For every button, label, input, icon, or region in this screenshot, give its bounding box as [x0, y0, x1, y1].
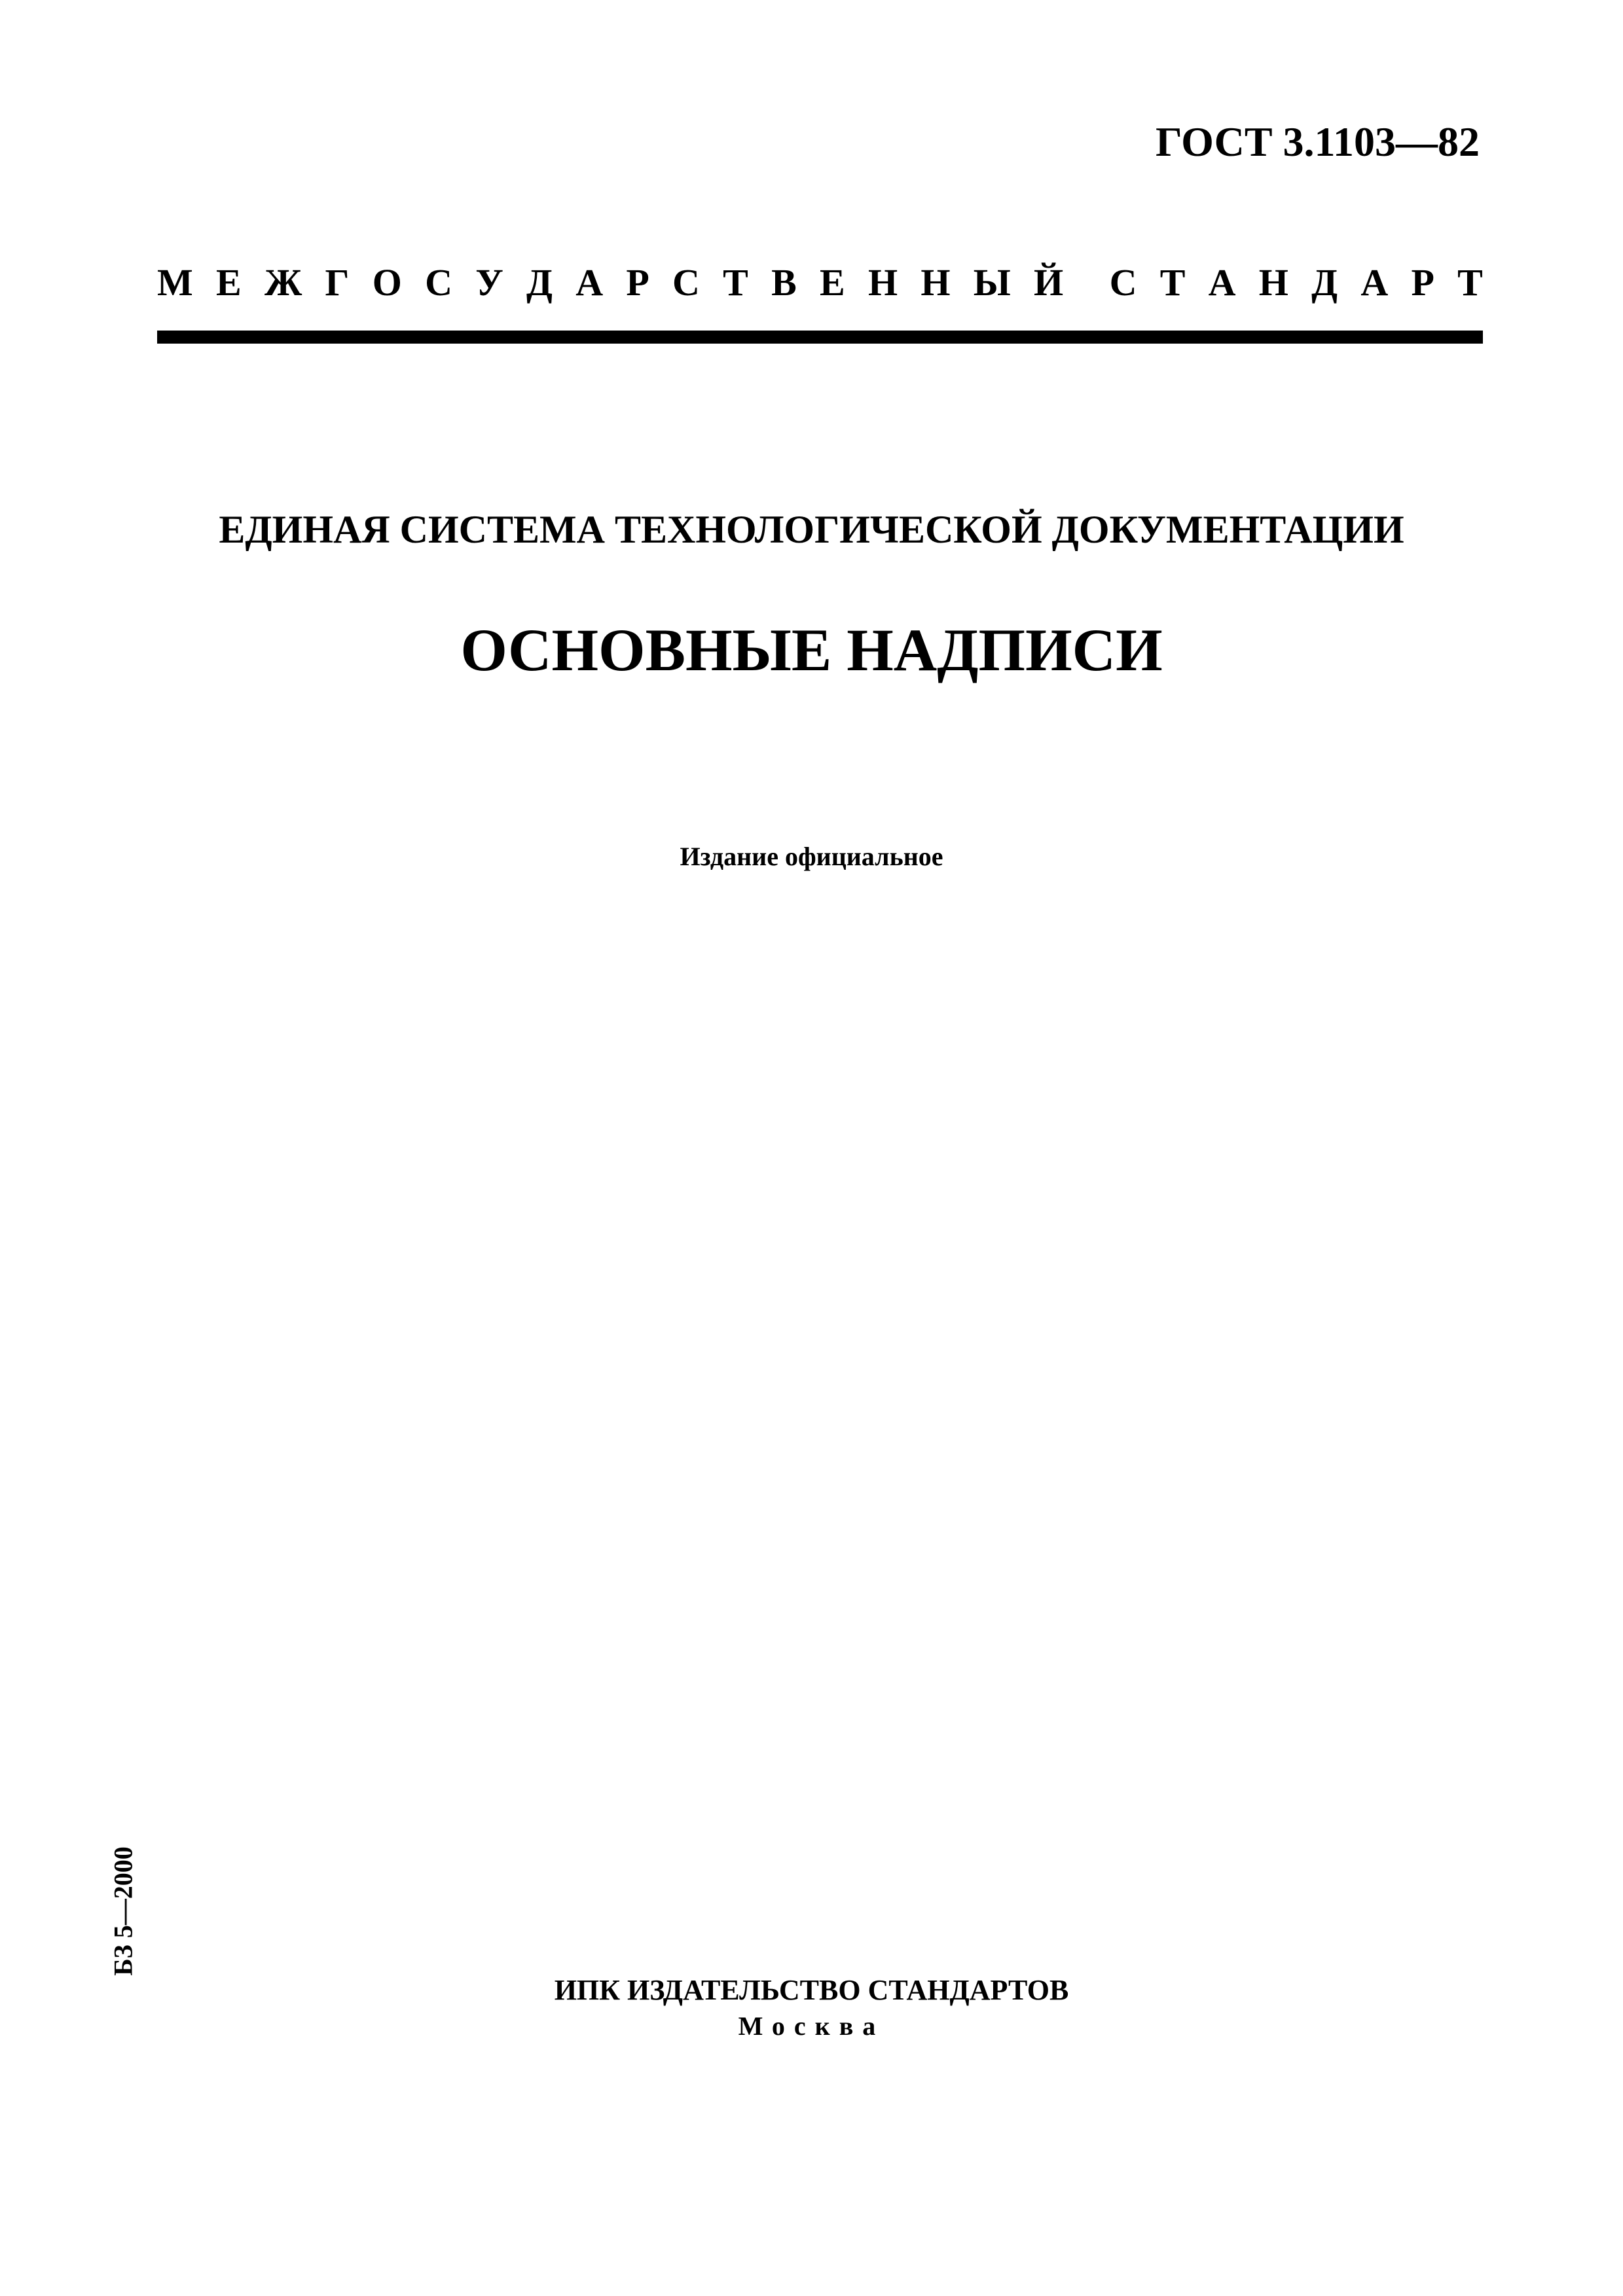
publisher-name: ИПК ИЗДАТЕЛЬСТВО СТАНДАРТОВ	[554, 1974, 1069, 2006]
standard-kind-letter: Ж	[264, 261, 302, 304]
standard-kind-letter: Д	[526, 261, 553, 304]
edition-note: Издание официальное	[680, 842, 943, 871]
standard-kind-letter: Е	[820, 261, 845, 304]
standard-kind-letter: Н	[867, 261, 898, 304]
standard-kind-letter: Т	[723, 261, 748, 304]
standard-kind-letter: В	[771, 261, 797, 304]
standard-kind-letter: С	[425, 261, 452, 304]
standard-kind-letter: С	[672, 261, 700, 304]
document-title: ОСНОВНЫЕ НАДПИСИ	[460, 617, 1163, 683]
standard-kind-letter: Е	[216, 261, 242, 304]
side-catalog-code: БЗ 5—2000	[108, 1846, 138, 1976]
publisher-city: Москва	[738, 2011, 885, 2041]
standard-kind-letter: Й	[1033, 261, 1064, 304]
standard-kind-letter: Ы	[973, 261, 1011, 304]
standard-kind-letter: А	[1360, 261, 1389, 304]
standard-kind-letter: Т	[1159, 261, 1186, 304]
standard-kind-letter: Н	[921, 261, 951, 304]
standard-kind-letter: Н	[1258, 261, 1288, 304]
standard-kind-letter: Д	[1311, 261, 1338, 304]
system-title: ЕДИНАЯ СИСТЕМА ТЕХНОЛОГИЧЕСКОЙ ДОКУМЕНТАЦИИ	[219, 508, 1404, 551]
standard-kind-letter: С	[1109, 261, 1137, 304]
standard-kind-heading	[157, 260, 1483, 304]
standard-kind-letter: Г	[325, 261, 350, 304]
standard-kind-letter: У	[475, 261, 503, 304]
header-divider	[157, 331, 1483, 344]
standard-number: ГОСТ 3.1103—82	[1155, 118, 1480, 165]
standard-kind-letter: Р	[626, 261, 649, 304]
standard-kind-letter: О	[372, 261, 402, 304]
standard-kind-letter: Р	[1411, 261, 1434, 304]
standard-kind-letter: М	[157, 261, 193, 304]
standard-kind-letter: А	[1208, 261, 1236, 304]
standard-kind-letter: А	[575, 261, 604, 304]
standard-kind-letter: Т	[1457, 261, 1483, 304]
